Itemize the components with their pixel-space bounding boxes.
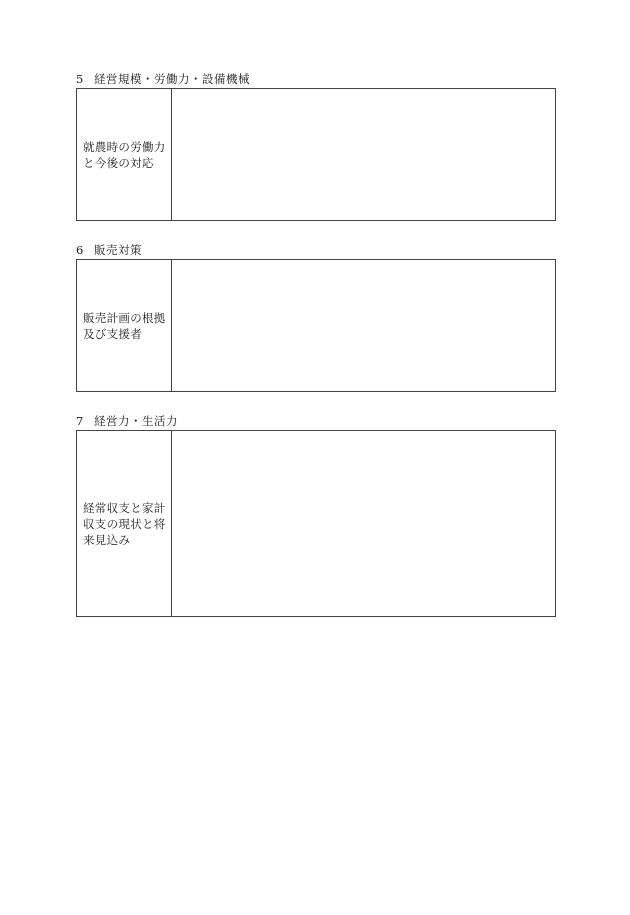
section-6-table <box>76 259 556 392</box>
section-7-heading <box>76 414 178 428</box>
section-7-label: 経常収支と家計 収支の現状と将 来見込み <box>83 500 166 547</box>
section-6-title: 販売対策 <box>94 243 142 257</box>
section-6-label: 販売計画の根拠 及び支援者 <box>83 310 166 341</box>
section-5-label: 就農時の労働力 と今後の対応 <box>83 139 166 170</box>
section-7-input[interactable] <box>172 431 555 616</box>
section-6-heading <box>76 243 142 257</box>
section-7-table <box>76 430 556 617</box>
section-6-input[interactable] <box>172 260 555 391</box>
section-5-input[interactable] <box>172 89 555 220</box>
section-5-title: 経営規模・労働力・設備機械 <box>94 72 250 86</box>
section-7-number: 7 <box>76 414 84 428</box>
section-5-table <box>76 88 556 221</box>
section-6-label-cell <box>77 260 172 391</box>
section-5-label-cell <box>77 89 172 220</box>
section-6-number: 6 <box>76 243 84 257</box>
section-7-label-cell <box>77 431 172 616</box>
section-7-title: 経営力・生活力 <box>94 414 178 428</box>
section-5-heading <box>76 72 250 86</box>
section-5-number: 5 <box>76 72 84 86</box>
